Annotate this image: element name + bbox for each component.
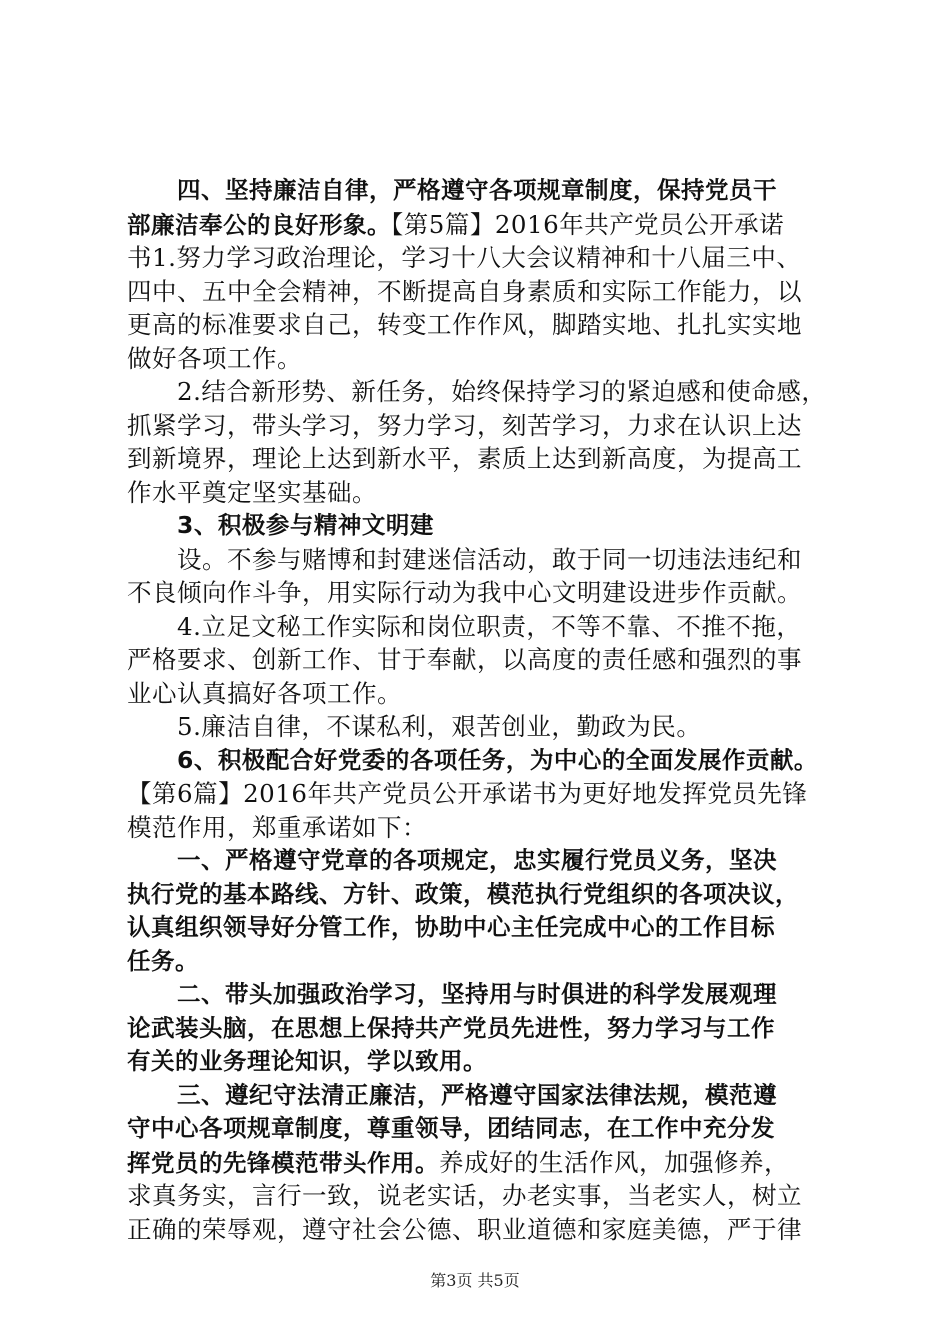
plain-text-run: 做好各项工作。: [127, 343, 302, 373]
bold-text-run: 3、积极参与精神文明建: [177, 511, 434, 539]
bold-text-run: 挥党员的先锋模范带头作用。: [127, 1148, 439, 1177]
plain-text-run: 养成好的生活作风，加强修养，: [439, 1147, 789, 1177]
text-line: [127, 476, 833, 510]
bold-text-run: 执行党的基本路线、方针、政策，模范执行党组织的各项决议，: [127, 879, 799, 908]
bold-text-run: 四、坚持廉洁自律，严格遵守各项规章制度，保持党员干: [177, 176, 777, 204]
bold-text-run: 三、遵纪守法清正廉洁，严格遵守国家法律法规，模范遵: [177, 1080, 777, 1109]
text-line: [127, 174, 833, 208]
text-line: [127, 308, 833, 342]
text-line: [127, 1045, 833, 1079]
bold-text-run: 有关的业务理论知识，学以致用。: [127, 1047, 487, 1075]
plain-text-run: 不良倾向作斗争，用实际行动为我中心文明建设进步作贡献。: [127, 578, 802, 607]
text-line: [127, 241, 833, 275]
plain-text-run: 2.结合新形势、新任务，始终保持学习的紧迫感和使命感，: [177, 377, 827, 406]
text-line: [127, 710, 833, 744]
bold-text-run: 二、带头加强政治学习，坚持用与时俱进的科学发展观理: [177, 980, 777, 1008]
plain-text-run: 抓紧学习，带头学习，努力学习，刻苦学习，力求在认识上达: [127, 410, 802, 440]
text-line: [127, 375, 833, 409]
text-line: [127, 1112, 833, 1146]
bold-text-run: 任务。: [127, 946, 199, 975]
bold-text-run: 论武装头脑，在思想上保持共产党员先进性，努力学习与工作: [127, 1013, 775, 1042]
text-line: [127, 677, 833, 711]
plain-text-run: 四中、五中全会精神，不断提高自身素质和实际工作能力，以: [127, 276, 802, 306]
text-line: [127, 509, 833, 543]
text-line: [127, 1213, 833, 1247]
text-line: [127, 543, 833, 577]
plain-text-run: 作水平奠定坚实基础。: [127, 477, 377, 507]
page-footer: 第3页 共5页: [430, 1271, 520, 1290]
text-line: [127, 1179, 833, 1213]
plain-text-run: 【第6篇】2016年共产党员公开承诺书为更好地发挥党员先锋: [127, 779, 808, 808]
plain-text-run: 4.立足文秘工作实际和岗位职责，不等不靠、不推不拖，: [177, 611, 802, 641]
plain-text-run: 业心认真搞好各项工作。: [127, 678, 402, 708]
text-line: [127, 811, 833, 845]
text-line: [127, 744, 833, 778]
bold-text-run: 一、严格遵守党章的各项规定，忠实履行党员义务，坚决: [177, 846, 777, 874]
bold-text-run: 认真组织领导好分管工作，协助中心主任完成中心的工作目标: [127, 913, 775, 941]
text-line: [127, 208, 833, 242]
text-line: [127, 978, 833, 1012]
bold-text-run: 6、积极配合好党委的各项任务，为中心的全面发展作贡献。: [177, 745, 818, 774]
plain-text-run: 模范作用，郑重承诺如下：: [127, 812, 427, 842]
plain-text-run: 更高的标准要求自己，转变工作作风，脚踏实地、扎扎实实地: [127, 310, 802, 339]
bold-text-run: 守中心各项规章制度，尊重领导，团结同志，在工作中充分发: [127, 1114, 775, 1142]
text-line: [127, 610, 833, 644]
text-line: [127, 911, 833, 945]
text-line: [127, 409, 833, 443]
text-line: [127, 342, 833, 376]
text-line: [127, 643, 833, 677]
plain-text-run: 求真务实，言行一致，说老实话，办老实事，当老实人，树立: [127, 1181, 802, 1210]
text-line: [127, 576, 833, 610]
text-line: [127, 1079, 833, 1113]
plain-text-run: 严格要求、创新工作、甘于奉献，以高度的责任感和强烈的事: [127, 645, 802, 674]
plain-text-run: 设。不参与赌博和封建迷信活动，敢于同一切违法违纪和: [177, 544, 802, 574]
plain-text-run: 书1.努力学习政治理论，学习十八大会议精神和十八届三中、: [127, 243, 802, 272]
plain-text-run: 正确的荣辱观，遵守社会公德、职业道德和家庭美德，严于律: [127, 1214, 802, 1244]
text-line: [127, 1146, 833, 1180]
text-line: [127, 878, 833, 912]
text-line: [127, 275, 833, 309]
text-line: [127, 777, 833, 811]
text-line: [127, 945, 833, 979]
plain-text-run: 到新境界，理论上达到新水平，素质上达到新高度，为提高工: [127, 444, 802, 473]
document-body: [127, 174, 833, 1246]
text-line: [127, 844, 833, 878]
text-line: [127, 442, 833, 476]
plain-text-run: 5.廉洁自律，不谋私利，艰苦创业，勤政为民。: [177, 712, 702, 741]
plain-text-run: 【第5篇】2016年共产党员公开承诺: [391, 209, 785, 239]
text-line: [127, 1012, 833, 1046]
bold-text-run: 部廉洁奉公的良好形象。: [127, 210, 391, 239]
